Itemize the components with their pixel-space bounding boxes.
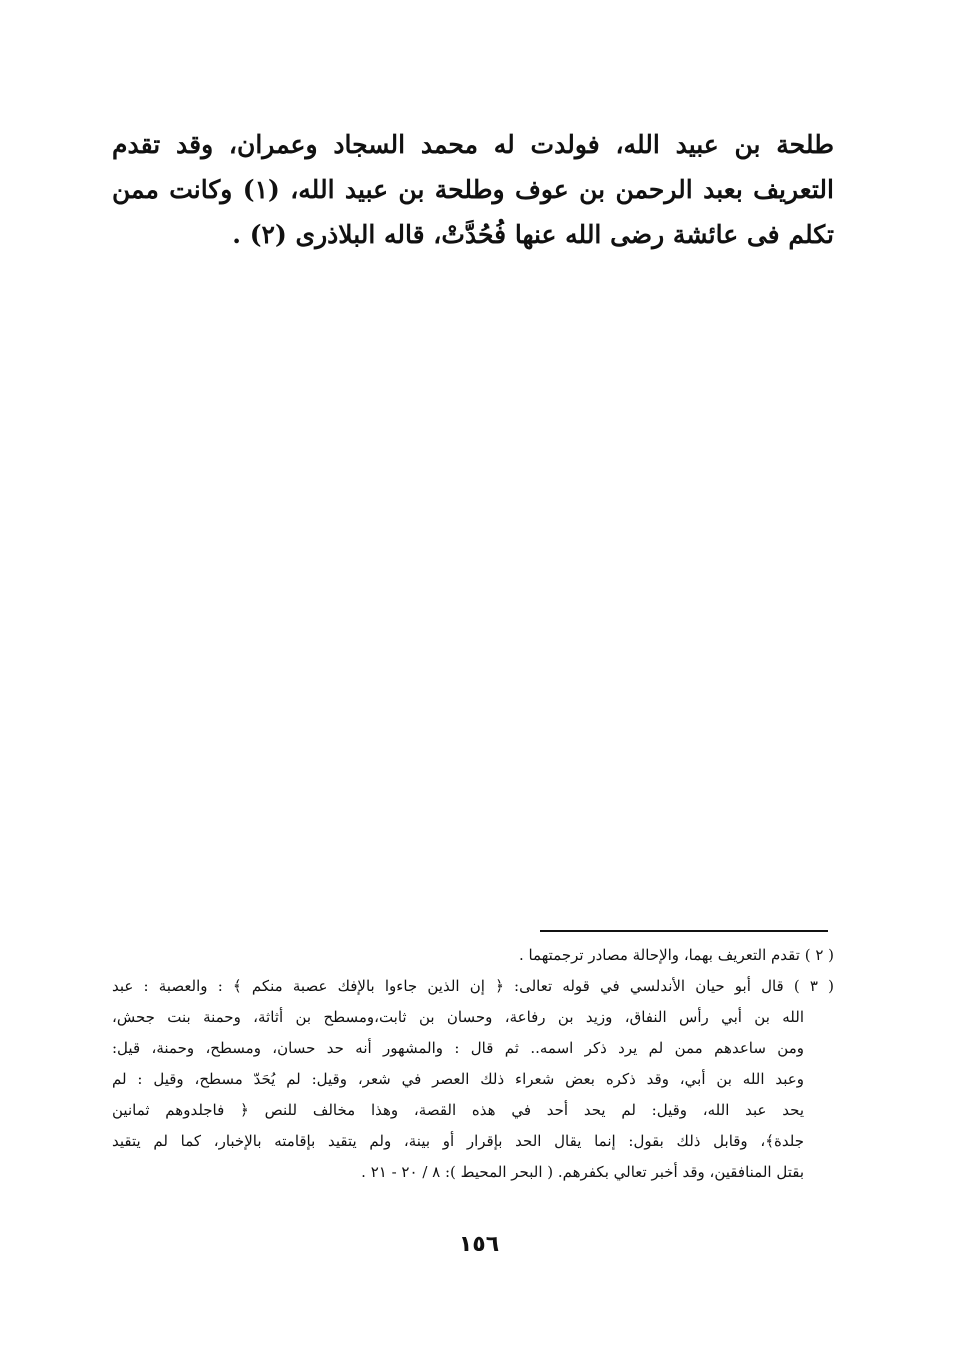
main-line-3: تكلم فى عائشة رضى الله عنها فُحُدَّتْ، قاله البلاذرى (٢) . <box>232 220 834 249</box>
footnotes-section <box>112 940 834 1188</box>
footnote-3 <box>112 971 834 1188</box>
footnote-2: ( ٢ ) تقدم التعريف بهما، والإحالة مصادر ترجمتهما . <box>518 946 834 964</box>
footnote-3-line-5: يحد عبد الله، وقيل: لم يحد أحد في هذه القصة، وهذا مخالف للنص ﴿ فاجلدوهم ثمانين <box>112 1101 804 1119</box>
footnote-3-line-4: وعبد الله بن أبي، وقد ذكره بعض شعراء ذلك العصر في شعر، وقيل: لم يُحَدّ مسطح، وقيل : لم <box>112 1070 804 1088</box>
footnote-3-line-1: ( ٣ ) قال أبو حيان الأندلسي في قوله تعالى: ﴿ إن الذين جاءوا بالإفك عصبة منكم ﴾ : والعصبة : عبد <box>112 977 835 995</box>
main-paragraph <box>112 122 834 257</box>
main-line-1: طلحة بن عبيد الله، فولدت له محمد السجاد وعمران، وقد تقدم <box>112 130 834 159</box>
page-number: ١٥٦ <box>458 1232 500 1257</box>
main-line-2: التعريف بعبد الرحمن بن عوف وطلحة بن عبيد الله، (١) وكانت ممن <box>112 175 834 204</box>
footnote-3-line-7: بقتل المنافقين، وقد أخبر تعالي بكفرهم. ( البحر المحيط ): ٨ / ٢٠ - ٢١ . <box>361 1163 804 1181</box>
footnote-3-line-6: جلدة﴾، وقابل ذلك بقول: إنما يقال الحد بإقرار أو بينة، ولم يتقيد بإقامته بالإخبار، كما لم يتقيد <box>112 1132 804 1150</box>
footnote-separator <box>540 930 828 932</box>
footnote-3-line-2: الله بن أبي رأس النفاق، وزيد بن رفاعة، وحسان بن ثابت،ومسطح بن أثاثة، وحمنة بنت جحش، <box>112 1008 804 1026</box>
footnote-3-line-3: ومن ساعدهم ممن لم يرد ذكر اسمه.. ثم قال : والمشهور أنه حد حسان، ومسطح، وحمنة، قيل: <box>112 1039 804 1057</box>
